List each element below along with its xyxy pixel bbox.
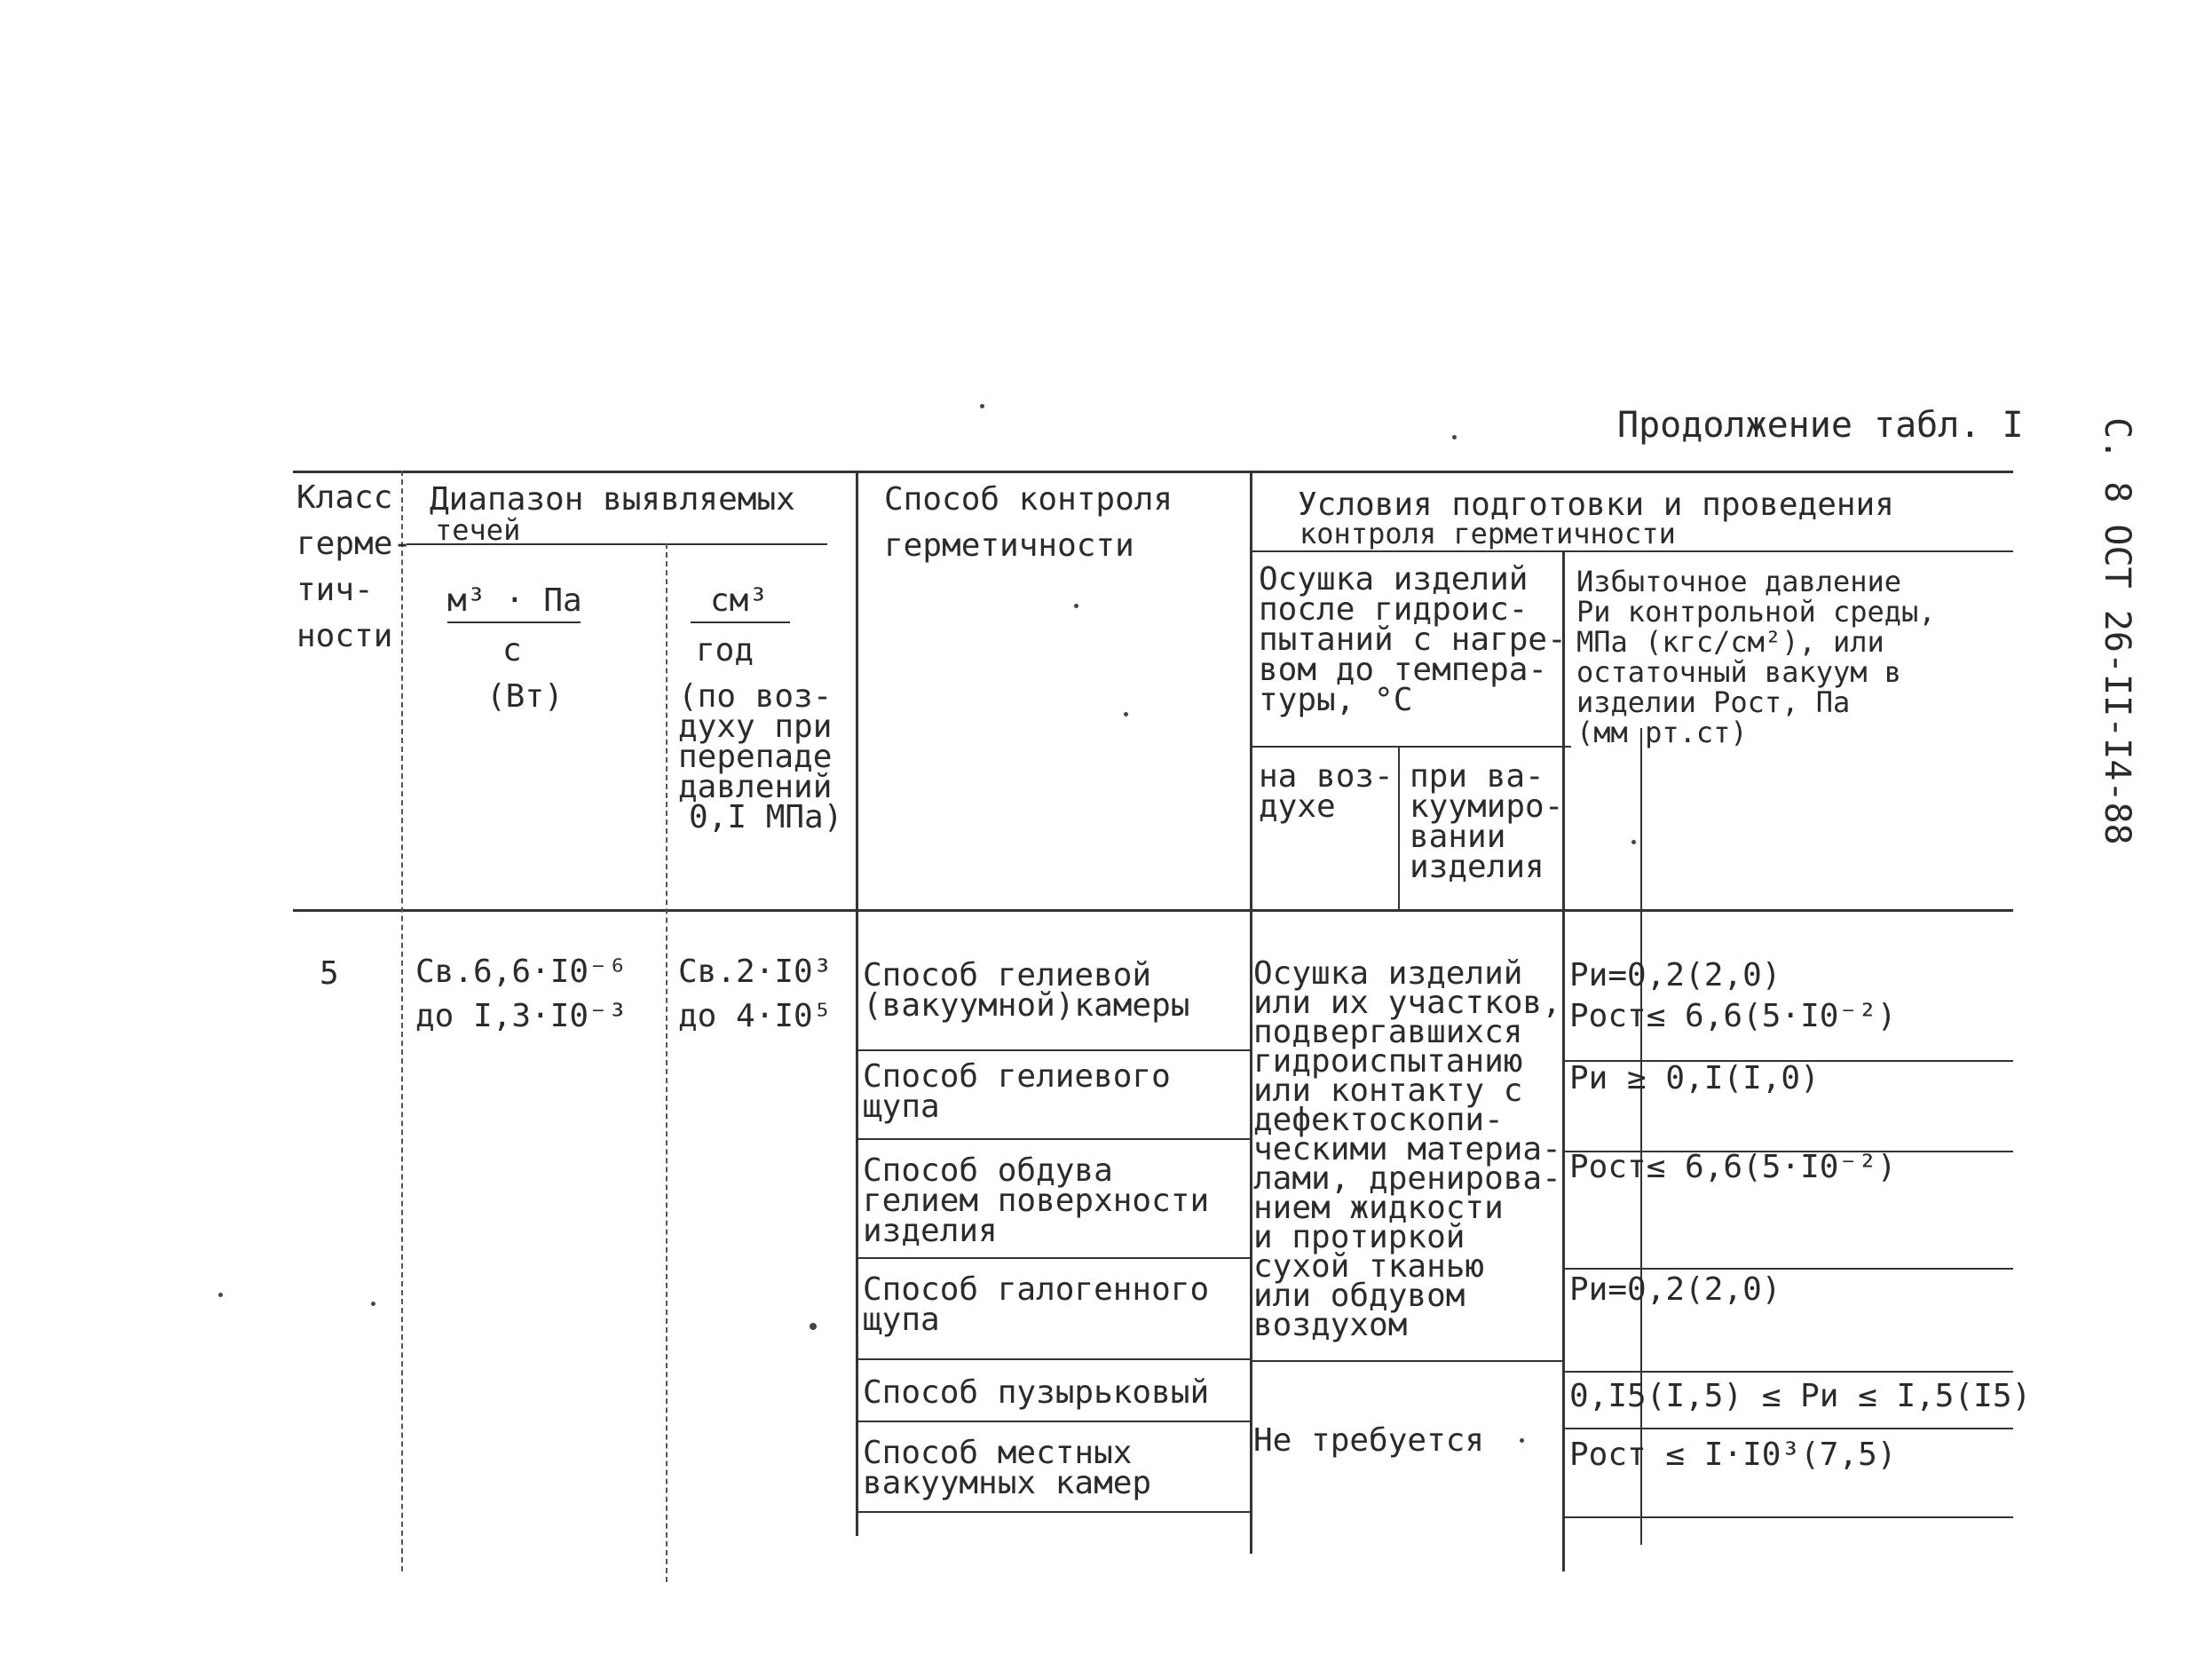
range2-to: до 4·I0⁵ [678, 998, 833, 1034]
scan-speck [1074, 604, 1078, 608]
class-label-2: герме- [296, 526, 413, 562]
range-unit2-note-3: перепаде [678, 739, 833, 775]
drying-text-6: дефектоскопи- [1253, 1102, 1504, 1138]
drying-text-5: или контакту с [1253, 1072, 1523, 1109]
method-1-line-2: (вакуумной)камеры [863, 987, 1190, 1024]
vacuum-title-2: куумиро- [1410, 788, 1564, 825]
drying-text-2: или их участков, [1253, 985, 1561, 1021]
class-label-4: ности [296, 618, 393, 654]
drying-text-7: ческими материа- [1253, 1131, 1561, 1167]
drying-title-1: Осушка изделий [1259, 561, 1529, 598]
drying-bottom-rule [1252, 1360, 1562, 1362]
method-5-line-1: Способ пузырьковый [863, 1374, 1210, 1411]
drying-text-3: подвергавшихся [1253, 1014, 1523, 1050]
method-6-line-1: Способ местных [863, 1435, 1133, 1471]
method-2-line-2: щупа [863, 1088, 940, 1125]
range-title-2: течей [435, 513, 521, 547]
method-3-line-3: изделия [863, 1213, 998, 1249]
pressure-rule-6 [1562, 1516, 2013, 1518]
method-rule-4 [857, 1358, 1250, 1360]
drying-text-8: лами, дренирова- [1253, 1160, 1561, 1197]
drying-subheader-rule [1252, 746, 1571, 748]
pressure-5-line-1: 0,I5(I,5) ≤ Ри ≤ I,5(I5) [1569, 1378, 2032, 1414]
pressure-rule-4 [1562, 1371, 2013, 1373]
vacuum-title-4: изделия [1410, 849, 1544, 885]
conditions-title-1: Условия подготовки и проведения [1298, 487, 1894, 523]
method-title-1: Способ контроля [884, 481, 1173, 518]
method-rule-1 [857, 1049, 1250, 1051]
pressure-rule-3 [1562, 1268, 2013, 1270]
class-label-3: тич- [296, 572, 374, 608]
method-rule-6 [857, 1511, 1250, 1513]
col-rule-method [856, 471, 858, 1536]
air-title-1: на воз- [1259, 758, 1394, 795]
range-unit2-note-2: духу при [678, 708, 833, 745]
scan-speck [1631, 840, 1636, 844]
range-title-1: Диапазон выявляемых [430, 481, 795, 518]
pressure-2-line-1: Ри ≥ 0,I(I,0) [1569, 1060, 1820, 1096]
drying-text-13: воздухом [1253, 1307, 1408, 1343]
conditions-title-2: контроля герметичности [1300, 517, 1676, 550]
pressure-4-line-1: Ри=0,2(2,0) [1569, 1271, 1781, 1308]
method-rule-5 [857, 1421, 1250, 1422]
range-unit1-fraction-bar [447, 621, 581, 623]
table-top-rule [293, 471, 2013, 473]
drying-text-4: гидроиспытанию [1253, 1043, 1523, 1080]
pressure-6-line-1: Рост ≤ I·I0³(7,5) [1569, 1437, 1897, 1473]
range1-to: до I,3·I0⁻³ [415, 998, 628, 1034]
scan-speck [810, 1323, 817, 1330]
method-title-2: герметичности [884, 527, 1134, 564]
method-6-line-2: вакуумных камер [863, 1465, 1152, 1501]
not-required: Не требуется [1253, 1422, 1485, 1459]
range-unit1-num: м³ · Па [447, 582, 582, 619]
drying-text-9: нием жидкости [1253, 1190, 1504, 1226]
pressure-title-3: МПа (кгс/см²), или [1576, 625, 1884, 659]
pressure-3-line-1: Рост≤ 6,6(5·I0⁻²) [1569, 1149, 1897, 1185]
class-label-1: Класс [296, 479, 393, 516]
scan-speck [1520, 1438, 1524, 1443]
drying-title-3: пытаний с нагре- [1259, 621, 1567, 658]
range-unit2-den: год [696, 632, 754, 669]
pressure-title-6: (мм рт.ст) [1576, 716, 1748, 749]
drying-title-2: после гидроис- [1259, 591, 1529, 628]
range-unit2-fraction-bar [691, 621, 790, 623]
scan-speck [980, 404, 984, 408]
drying-text-12: или обдувом [1253, 1278, 1465, 1314]
drying-title-4: вом до темпера- [1259, 652, 1548, 688]
method-rule-2 [857, 1138, 1250, 1140]
conditions-subheader-rule [1252, 550, 2013, 552]
scan-speck [1452, 435, 1457, 439]
drying-text-1: Осушка изделий [1253, 955, 1523, 992]
range-unit2-note-4: давлений [678, 769, 833, 805]
range-unit1-den: с [502, 632, 522, 669]
method-3-line-1: Способ обдува [863, 1152, 1113, 1189]
pressure-rule-5 [1562, 1428, 2013, 1429]
method-rule-3 [857, 1257, 1250, 1259]
col-rule-pressure-inner [1640, 728, 1642, 1545]
drying-text-11: сухой тканью [1253, 1248, 1485, 1285]
method-1-line-1: Способ гелиевой [863, 957, 1152, 993]
scan-speck [1124, 712, 1128, 716]
range-unit1-note: (Вт) [486, 678, 564, 715]
col-rule-pressure [1562, 550, 1565, 1571]
drying-text-10: и протиркой [1253, 1219, 1465, 1255]
pressure-title-2: Ри контрольной среды, [1576, 595, 1936, 629]
pressure-1-line-2: Рост≤ 6,6(5·I0⁻²) [1569, 998, 1897, 1034]
method-3-line-2: гелием поверхности [863, 1183, 1210, 1219]
col-rule-air [1398, 746, 1400, 911]
method-2-line-1: Способ гелиевого [863, 1058, 1171, 1095]
pressure-title-5: изделии Рост, Па [1576, 685, 1851, 719]
pressure-title-1: Избыточное давление [1576, 565, 1902, 598]
vacuum-title-1: при ва- [1410, 758, 1544, 795]
page-reference: С. 8 ОСТ 26-II-I4-88 [2097, 417, 2137, 845]
method-4-line-1: Способ галогенного [863, 1271, 1210, 1308]
range2-from: Св.2·I0³ [678, 954, 833, 990]
scan-speck [218, 1293, 223, 1297]
range-unit2-num: см³ [710, 582, 769, 619]
class-value: 5 [320, 955, 339, 992]
range-unit2-note-1: (по воз- [678, 678, 833, 715]
air-title-2: духе [1259, 788, 1336, 825]
method-4-line-2: щупа [863, 1302, 940, 1338]
col-rule-conditions [1250, 471, 1252, 1554]
pressure-1-line-1: Ри=0,2(2,0) [1569, 957, 1781, 993]
col-rule-range [666, 543, 668, 1582]
scan-speck [371, 1302, 375, 1306]
range1-from: Св.6,6·I0⁻⁶ [415, 954, 628, 990]
range-unit2-note-5: 0,I МПа) [689, 799, 843, 835]
header-bottom-rule [293, 909, 2013, 912]
vacuum-title-3: вании [1410, 819, 1506, 855]
pressure-title-4: остаточный вакуум в [1576, 655, 1902, 689]
drying-title-5: туры, °С [1259, 682, 1413, 718]
continuation-label: Продолжение табл. I [1617, 405, 2024, 446]
col-rule-class [401, 471, 403, 1571]
